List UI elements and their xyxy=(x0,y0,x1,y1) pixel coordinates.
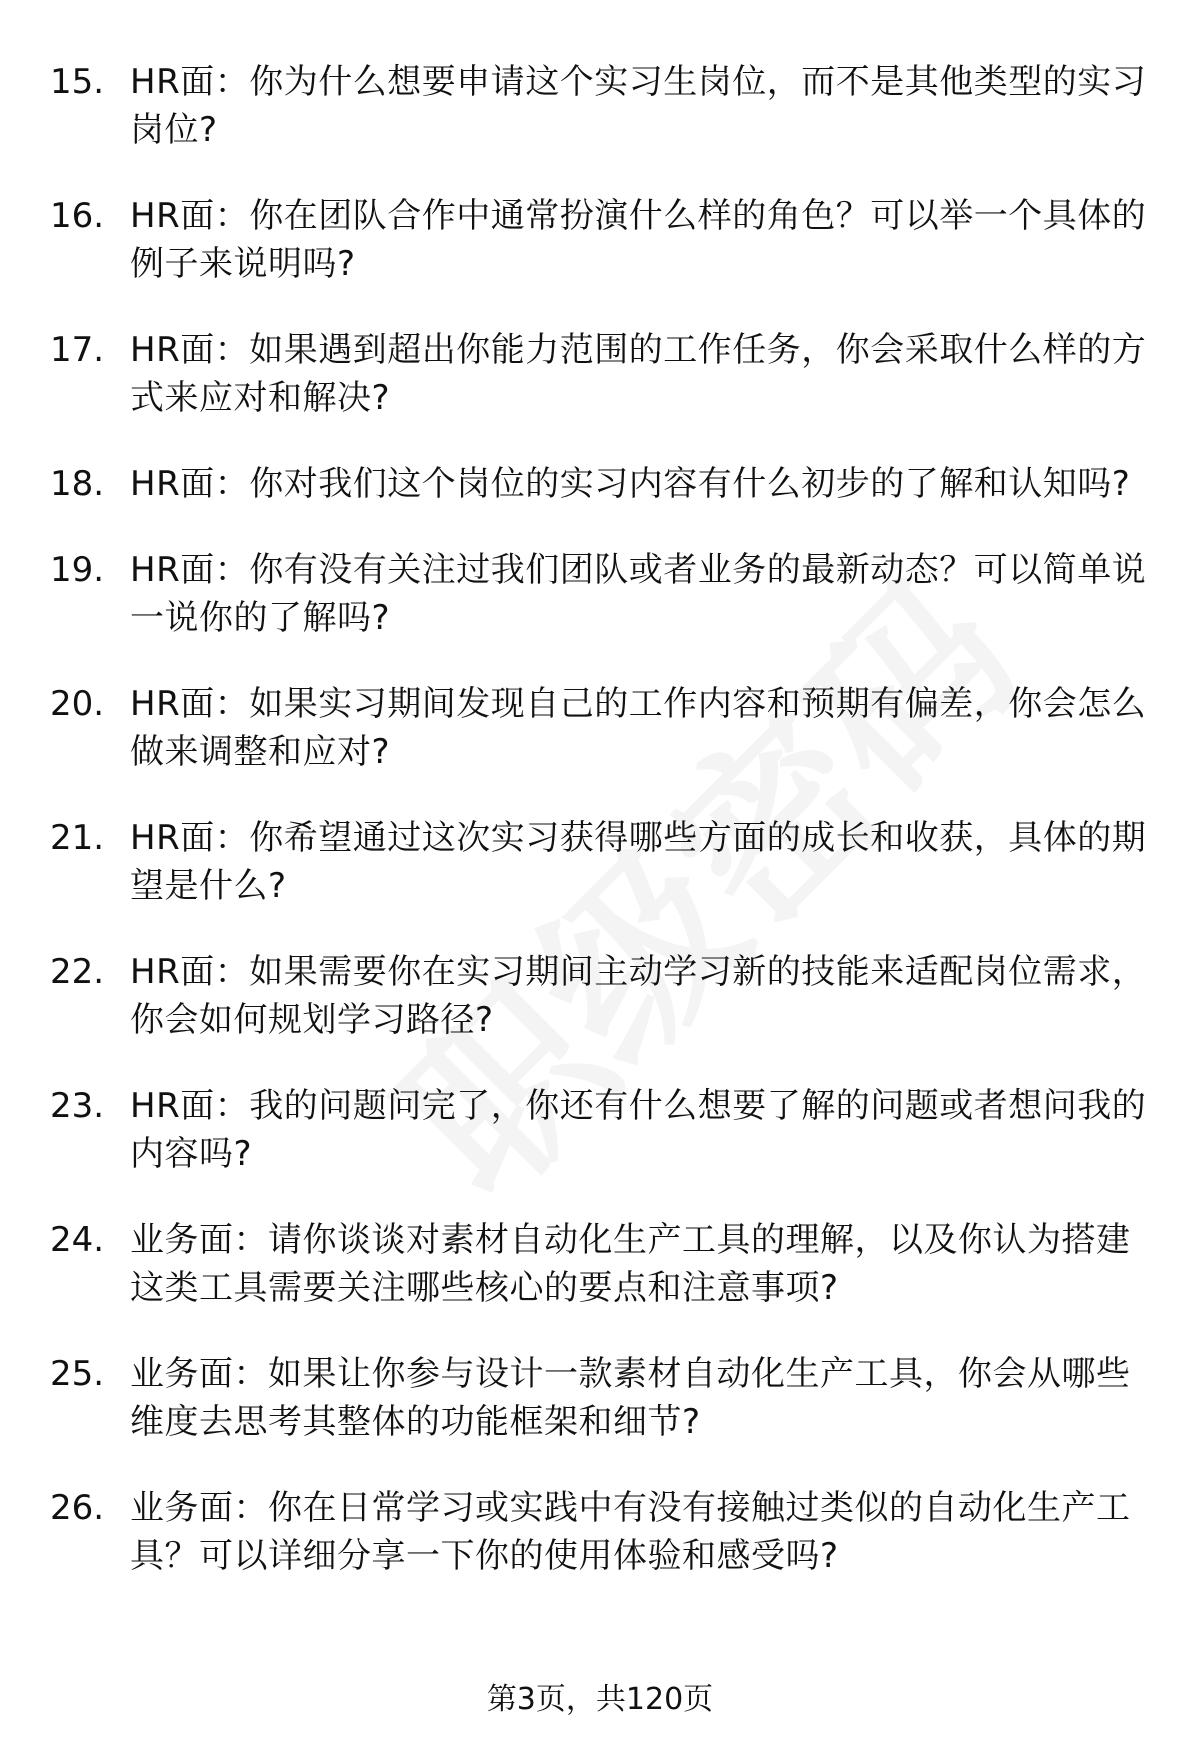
list-item xyxy=(50,680,1150,776)
question-number: 25. xyxy=(50,1354,105,1394)
question-text: HR面：你在团队合作中通常扮演什么样的角色？可以举一个具体的例子来说明吗? xyxy=(130,196,1147,284)
question-text: 业务面：请你谈谈对素材自动化生产工具的理解，以及你认为搭建这类工具需要关注哪些核心的要点和注意事项? xyxy=(130,1220,1131,1308)
question-number: 21. xyxy=(50,818,105,858)
question-number: 24. xyxy=(50,1220,105,1260)
question-list xyxy=(50,58,1150,1618)
question-number: 19. xyxy=(50,550,105,590)
question-number: 15. xyxy=(50,62,105,102)
question-text: HR面：如果实习期间发现自己的工作内容和预期有偏差，你会怎么做来调整和应对? xyxy=(130,684,1147,772)
list-item xyxy=(50,58,1150,154)
question-number: 26. xyxy=(50,1488,105,1528)
question-text: HR面：我的问题问完了，你还有什么想要了解的问题或者想问我的内容吗? xyxy=(130,1086,1147,1174)
question-number: 22. xyxy=(50,952,105,992)
list-item xyxy=(50,1082,1150,1178)
question-number: 18. xyxy=(50,464,105,504)
question-number: 16. xyxy=(50,196,105,236)
question-text: HR面：你有没有关注过我们团队或者业务的最新动态？可以简单说一说你的了解吗? xyxy=(130,550,1147,638)
question-number: 23. xyxy=(50,1086,105,1126)
list-item xyxy=(50,1216,1150,1312)
question-number: 20. xyxy=(50,684,105,724)
question-text: HR面：你为什么想要申请这个实习生岗位，而不是其他类型的实习岗位? xyxy=(130,62,1147,150)
list-item xyxy=(50,1350,1150,1446)
question-number: 17. xyxy=(50,330,105,370)
question-text: HR面：你希望通过这次实习获得哪些方面的成长和收获，具体的期望是什么? xyxy=(130,818,1147,906)
question-text: 业务面：如果让你参与设计一款素材自动化生产工具，你会从哪些维度去思考其整体的功能框架和细节? xyxy=(130,1354,1131,1442)
list-item xyxy=(50,460,1150,508)
list-item xyxy=(50,326,1150,422)
page-footer: 第3页，共120页 xyxy=(486,1682,714,1717)
question-text: HR面：如果需要你在实习期间主动学习新的技能来适配岗位需求，你会如何规划学习路径? xyxy=(130,952,1147,1040)
list-item xyxy=(50,948,1150,1044)
question-text: HR面：如果遇到超出你能力范围的工作任务，你会采取什么样的方式来应对和解决? xyxy=(130,330,1147,418)
list-item xyxy=(50,546,1150,642)
question-text: HR面：你对我们这个岗位的实习内容有什么初步的了解和认知吗? xyxy=(130,464,1131,504)
question-text: 业务面：你在日常学习或实践中有没有接触过类似的自动化生产工具？可以详细分享一下你的使用体验和感受吗? xyxy=(130,1488,1131,1576)
list-item xyxy=(50,192,1150,288)
list-item xyxy=(50,814,1150,910)
list-item xyxy=(50,1484,1150,1580)
